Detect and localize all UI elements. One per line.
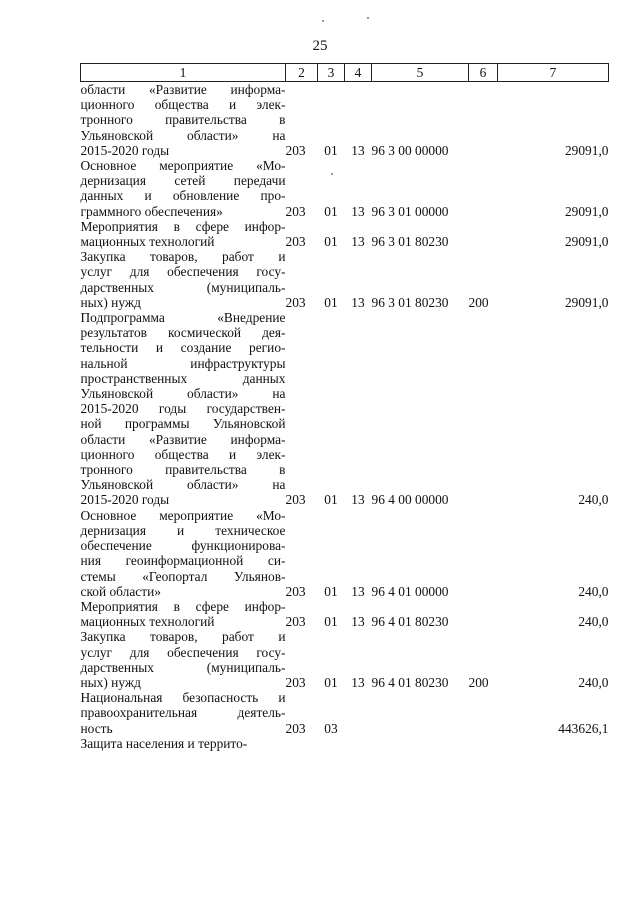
row-code-section: 01 (324, 234, 338, 250)
row-code-target: 96 3 00 00000 (371, 142, 449, 158)
row-code-subsection (345, 736, 372, 751)
row-code-section: 01 (324, 203, 338, 219)
description-line: Закупка товаров, работ и (80, 629, 286, 645)
description-line: мационных технологий (80, 614, 215, 630)
description-line: нальной инфраструктуры (80, 355, 286, 371)
table-row (81, 310, 609, 508)
row-code-expense-type (469, 690, 498, 736)
row-description (81, 508, 286, 599)
description-line: Мероприятия в сфере инфор- (80, 218, 286, 234)
budget-table (80, 63, 609, 751)
description-line: тельности и создание регио- (80, 340, 286, 356)
row-code-target: 96 4 01 00000 (371, 583, 449, 599)
description-line: данных и обновление про- (80, 188, 286, 204)
table-body (81, 82, 609, 751)
row-code-section: 01 (324, 674, 338, 690)
row-code-subsection: 13 (351, 234, 365, 250)
row-code-section: 01 (324, 583, 338, 599)
row-amount: 240,0 (578, 492, 609, 508)
page-number: 25 (312, 38, 328, 54)
row-code-target: 96 3 01 80230 (371, 294, 449, 310)
row-code-target: 96 3 01 80230 (371, 234, 449, 250)
row-amount (498, 736, 609, 751)
row-code-target: 96 4 01 80230 (371, 674, 449, 690)
row-code-target: 96 3 01 00000 (371, 203, 449, 219)
table-row (81, 219, 609, 249)
description-line: ской области» (80, 583, 161, 599)
row-code-section: 01 (324, 294, 338, 310)
description-line: мационных технологий (80, 234, 215, 250)
description-line: тронного правительства в (80, 112, 286, 128)
description-line: Основное мероприятие «Мо- (80, 158, 286, 174)
row-code-expense-type (469, 736, 498, 751)
row-code-admin: 203 (285, 142, 306, 158)
scan-speck (367, 17, 369, 19)
table-row (81, 690, 609, 736)
row-description (81, 82, 286, 159)
row-code-subsection (345, 690, 372, 736)
description-line: правоохранительная деятель- (80, 705, 286, 721)
row-code-section (318, 736, 345, 751)
row-description (81, 736, 286, 751)
description-line: ционного общества и элек- (80, 446, 286, 462)
row-code-subsection: 13 (351, 492, 365, 508)
row-code-expense-type: 200 (468, 674, 489, 690)
description-line: стемы «Геопортал Ульянов- (80, 568, 286, 584)
table-row (81, 82, 609, 159)
description-line: дернизация и техническое (80, 522, 286, 538)
row-amount: 240,0 (578, 674, 609, 690)
table-row (81, 599, 609, 629)
row-description (81, 219, 286, 249)
description-line: ных) нужд (80, 674, 141, 690)
row-code-expense-type (469, 508, 498, 599)
row-code-admin: 203 (285, 492, 306, 508)
description-line: 2015-2020 годы (80, 492, 170, 508)
description-line: Закупка товаров, работ и (80, 249, 286, 265)
row-code-admin (286, 736, 318, 751)
row-code-section: 01 (324, 492, 338, 508)
description-line: ность (80, 720, 113, 736)
row-description (81, 249, 286, 310)
description-line: Национальная безопасность и (80, 690, 286, 706)
description-line: дарственных (муниципаль- (80, 659, 286, 675)
row-code-target: 96 4 00 00000 (371, 492, 449, 508)
description-line: 2015-2020 годы государствен- (80, 401, 286, 417)
row-code-target (372, 736, 469, 751)
row-description (81, 158, 286, 219)
row-code-expense-type (469, 310, 498, 508)
row-code-admin: 203 (285, 203, 306, 219)
description-line: Ульяновской области» на (80, 386, 286, 402)
description-line: области «Развитие информа- (80, 431, 286, 447)
header-cell-2: 2 (286, 64, 318, 82)
description-line: услуг для обеспечения госу- (80, 644, 286, 660)
description-line: Ульяновской области» на (80, 127, 286, 143)
row-amount: 29091,0 (564, 142, 609, 158)
row-description (81, 599, 286, 629)
row-code-expense-type (469, 82, 498, 159)
row-amount: 240,0 (578, 583, 609, 599)
row-code-section: 01 (324, 614, 338, 630)
row-code-admin: 203 (285, 614, 306, 630)
row-code-expense-type (469, 219, 498, 249)
header-cell-1: 1 (81, 64, 286, 82)
table-row (81, 249, 609, 310)
table-row (81, 629, 609, 690)
description-line: граммного обеспечения» (80, 203, 223, 219)
description-line: области «Развитие информа- (80, 82, 286, 97)
row-code-subsection: 13 (351, 203, 365, 219)
row-code-expense-type (469, 599, 498, 629)
header-row (81, 64, 609, 82)
description-line: ных) нужд (80, 294, 141, 310)
header-cell-3: 3 (318, 64, 345, 82)
description-line: Основное мероприятие «Мо- (80, 507, 286, 523)
row-code-admin: 203 (285, 720, 306, 736)
row-code-subsection: 13 (351, 614, 365, 630)
row-amount: 29091,0 (564, 234, 609, 250)
table-row (81, 508, 609, 599)
row-code-admin: 203 (285, 674, 306, 690)
description-line: пространственных данных (80, 370, 286, 386)
table-row (81, 158, 609, 219)
description-line: дарственных (муниципаль- (80, 279, 286, 295)
description-line: дернизация сетей передачи (80, 173, 286, 189)
description-line: обеспечение функционирова- (80, 538, 286, 554)
scan-speck (322, 20, 324, 22)
row-code-target (372, 690, 469, 736)
row-code-expense-type (469, 158, 498, 219)
row-code-expense-type: 200 (468, 294, 489, 310)
row-code-section: 03 (324, 720, 338, 736)
description-line: услуг для обеспечения госу- (80, 264, 286, 280)
row-description (81, 629, 286, 690)
row-code-subsection: 13 (351, 583, 365, 599)
row-amount: 240,0 (578, 614, 609, 630)
description-line: результатов космической дея- (80, 325, 286, 341)
row-code-subsection: 13 (351, 142, 365, 158)
row-description (81, 690, 286, 736)
row-code-subsection: 13 (351, 294, 365, 310)
description-line: ной программы Ульяновской (80, 416, 286, 432)
table-header (81, 64, 609, 82)
row-code-admin: 203 (285, 294, 306, 310)
row-code-subsection: 13 (351, 674, 365, 690)
row-code-admin: 203 (285, 234, 306, 250)
description-line: ния геоинформационной си- (80, 553, 286, 569)
row-code-section: 01 (324, 142, 338, 158)
description-line: Ульяновской области» на (80, 477, 286, 493)
description-line: ционного общества и элек- (80, 97, 286, 113)
description-line: 2015-2020 годы (80, 142, 170, 158)
description-line: Подпрограмма «Внедрение (80, 310, 286, 326)
table-row (81, 736, 609, 751)
row-code-admin: 203 (285, 583, 306, 599)
header-cell-7: 7 (498, 64, 609, 82)
description-line: Мероприятия в сфере инфор- (80, 598, 286, 614)
row-code-target: 96 4 01 80230 (371, 614, 449, 630)
description-line: Защита населения и террито- (80, 735, 248, 751)
header-cell-4: 4 (345, 64, 372, 82)
description-line: тронного правительства в (80, 462, 286, 478)
header-cell-6: 6 (469, 64, 498, 82)
row-amount: 29091,0 (564, 294, 609, 310)
row-amount: 443626,1 (558, 720, 609, 736)
header-cell-5: 5 (372, 64, 469, 82)
row-description (81, 310, 286, 508)
row-amount: 29091,0 (564, 203, 609, 219)
